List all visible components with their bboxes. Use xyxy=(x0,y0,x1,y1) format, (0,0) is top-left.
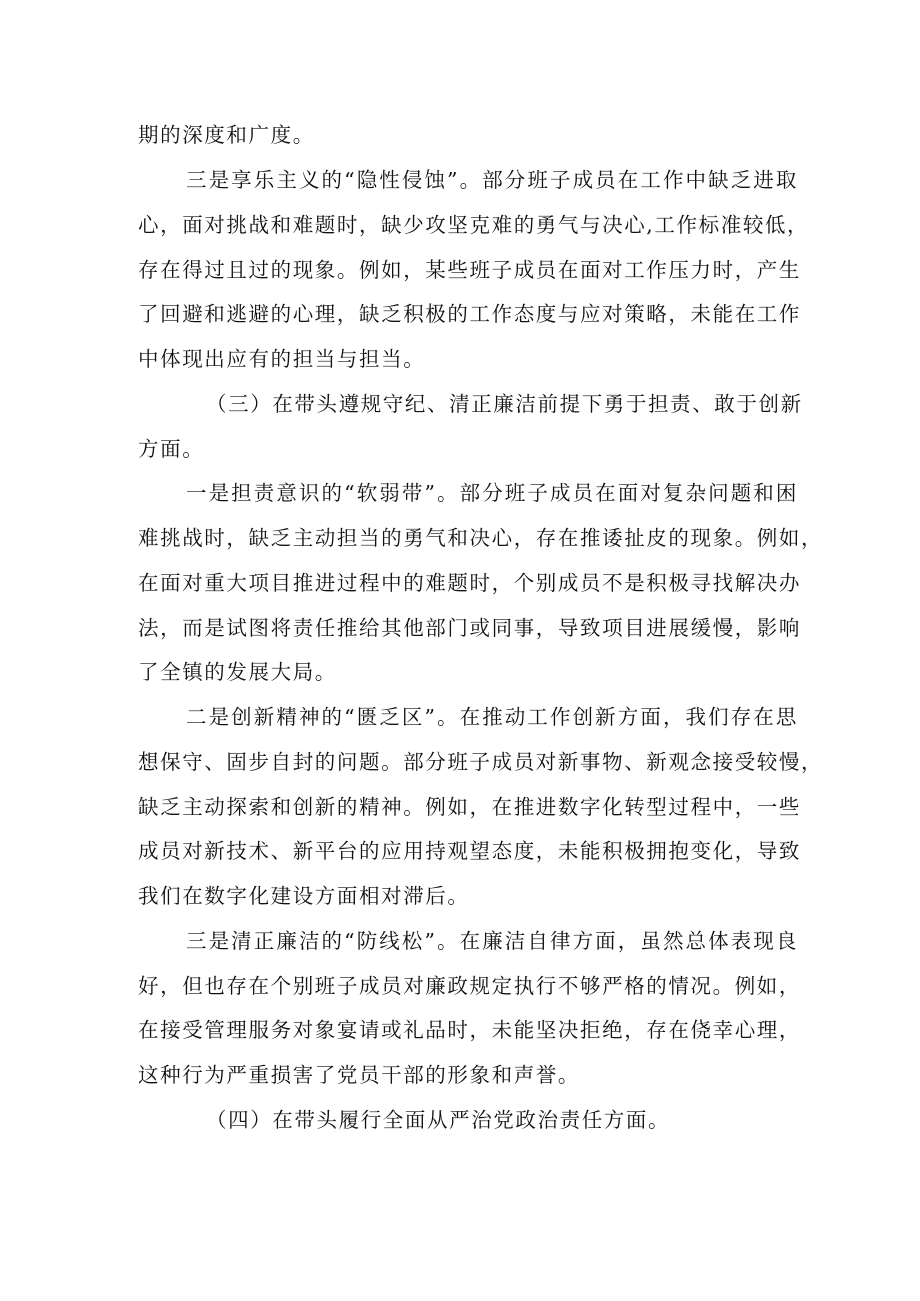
text-line: 好，但也存在个别班子成员对廉政规定执行不够严格的情况。例如， xyxy=(138,974,801,998)
section-heading-continued: 方面。 xyxy=(138,437,205,461)
paragraph-first-line: 三是享乐主义的“隐性侵蚀”。部分班子成员在工作中缺乏进取 xyxy=(186,168,798,192)
text-line: 在面对重大项目推进过程中的难题时，个别成员不是积极寻找解决办 xyxy=(138,571,801,595)
text-line: 存在得过且过的现象。例如，某些班子成员在面对工作压力时，产生 xyxy=(138,258,801,282)
text-line: 中体现出应有的担当与担当。 xyxy=(138,347,426,371)
text-line: 期的深度和广度。 xyxy=(138,123,315,147)
section-heading: （四）在带头履行全面从严治党政治责任方面。 xyxy=(206,1108,671,1132)
text-line: 了全镇的发展大局。 xyxy=(138,660,337,684)
text-line: 这种行为严重损害了党员干部的形象和声誉。 xyxy=(138,1063,580,1087)
text-line: 法，而是试图将责任推给其他部门或同事，导致项目进展缓慢，影响 xyxy=(138,616,801,640)
text-line: 缺乏主动探索和创新的精神。例如，在推进数字化转型过程中，一些 xyxy=(138,795,801,819)
text-line: 了回避和逃避的心理，缺乏积极的工作态度与应对策略，未能在工作 xyxy=(138,302,801,326)
text-line: 心，面对挑战和难题时，缺少攻坚克难的勇气与决心,工作标准较低， xyxy=(138,213,810,237)
text-line: 在接受管理服务对象宴请或礼品时，未能坚决拒绝，存在侥幸心理， xyxy=(138,1018,801,1042)
section-heading: （三）在带头遵规守纪、清正廉洁前提下勇于担责、敢于创新 xyxy=(206,392,803,416)
text-line: 我们在数字化建设方面相对滞后。 xyxy=(138,884,470,908)
text-line: 想保守、固步自封的问题。部分班子成员对新事物、新观念接受较慢， xyxy=(138,750,824,774)
text-line: 难挑战时，缺乏主动担当的勇气和决心，存在推诿扯皮的现象。例如， xyxy=(138,526,824,550)
paragraph-first-line: 二是创新精神的“匮乏区”。在推动工作创新方面，我们存在思 xyxy=(186,705,798,729)
paragraph-first-line: 三是清正廉洁的“防线松”。在廉洁自律方面，虽然总体表现良 xyxy=(186,929,798,953)
paragraph-first-line: 一是担责意识的“软弱带”。部分班子成员在面对复杂问题和困 xyxy=(186,481,798,505)
text-line: 成员对新技术、新平台的应用持观望态度，未能积极拥抱变化，导致 xyxy=(138,839,801,863)
